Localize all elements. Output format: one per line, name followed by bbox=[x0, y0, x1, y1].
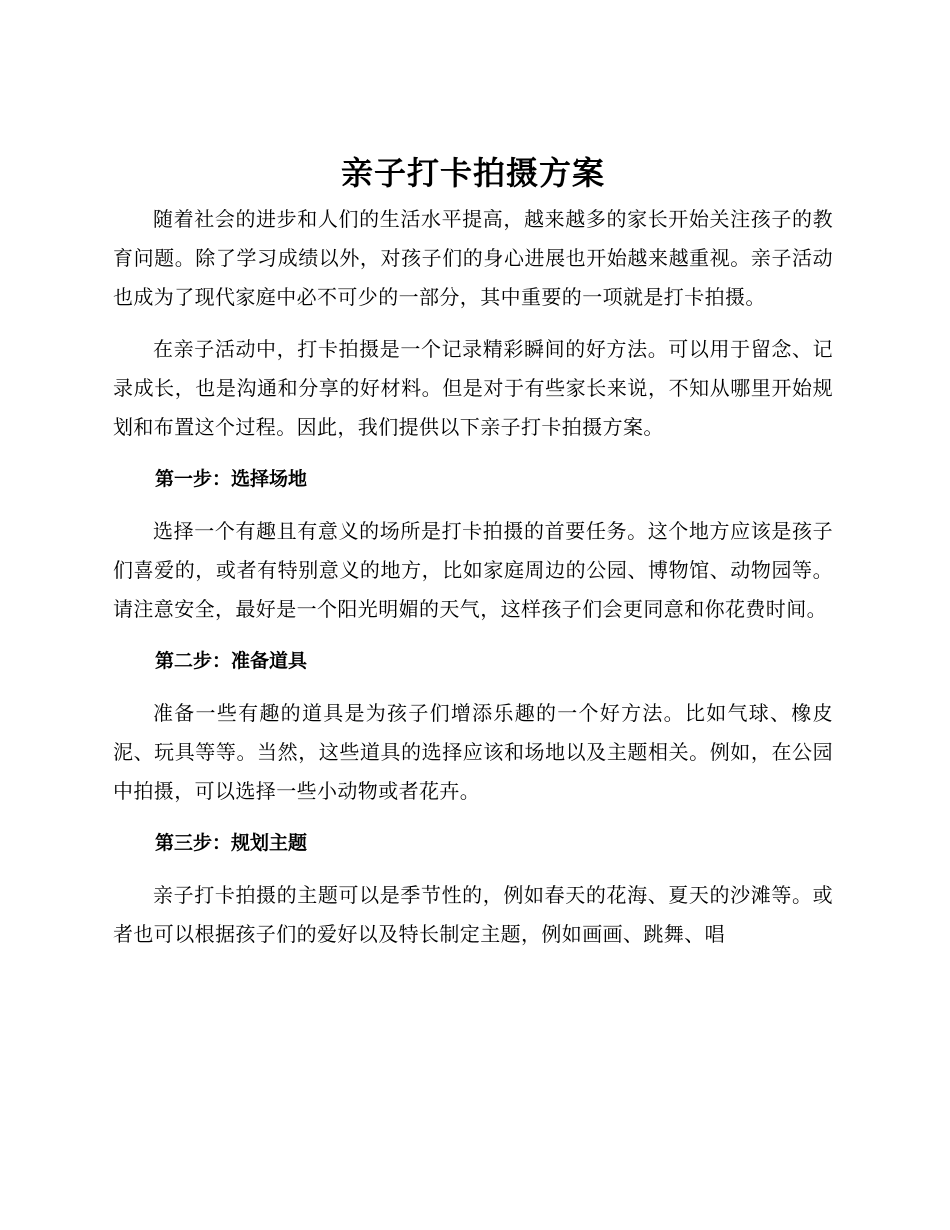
step-3-heading: 第三步：规划主题 bbox=[155, 832, 308, 854]
intro-paragraph: 随着社会的进步和人们的生活水平提高，越来越多的家长开始关注孩子的教育问题。除了学习成绩以外，对孩子们的身心进展也开始越来越重视。亲子活动也成为了现代家庭中必不可少的一部分，其中重要的一项就是打卡拍摄。 bbox=[113, 207, 833, 309]
step-2-paragraph: 准备一些有趣的道具是为孩子们增添乐趣的一个好方法。比如气球、橡皮泥、玩具等等。当然，这些道具的选择应该和场地以及主题相关。例如，在公园中拍摄，可以选择一些小动物或者花卉。 bbox=[113, 701, 833, 803]
document-title: 亲子打卡拍摄方案 bbox=[340, 154, 605, 192]
step-2-heading: 第二步：准备道具 bbox=[155, 650, 308, 672]
purpose-paragraph: 在亲子活动中，打卡拍摄是一个记录精彩瞬间的好方法。可以用于留念、记录成长，也是沟通和分享的好材料。但是对于有些家长来说，不知从哪里开始规划和布置这个过程。因此，我们提供以下亲子打卡拍摄方案。 bbox=[113, 337, 833, 439]
step-1-heading: 第一步：选择场地 bbox=[155, 468, 308, 490]
step-1-paragraph: 选择一个有趣且有意义的场所是打卡拍摄的首要任务。这个地方应该是孩子们喜爱的，或者有特别意义的地方，比如家庭周边的公园、博物馆、动物园等。请注意安全，最好是一个阳光明媚的天气，这样孩子们会更同意和你花费时间。 bbox=[113, 519, 833, 621]
step-3-paragraph: 亲子打卡拍摄的主题可以是季节性的，例如春天的花海、夏天的沙滩等。或者也可以根据孩子们的爱好以及特长制定主题，例如画画、跳舞、唱 bbox=[113, 883, 833, 946]
document-body bbox=[113, 148, 833, 967]
